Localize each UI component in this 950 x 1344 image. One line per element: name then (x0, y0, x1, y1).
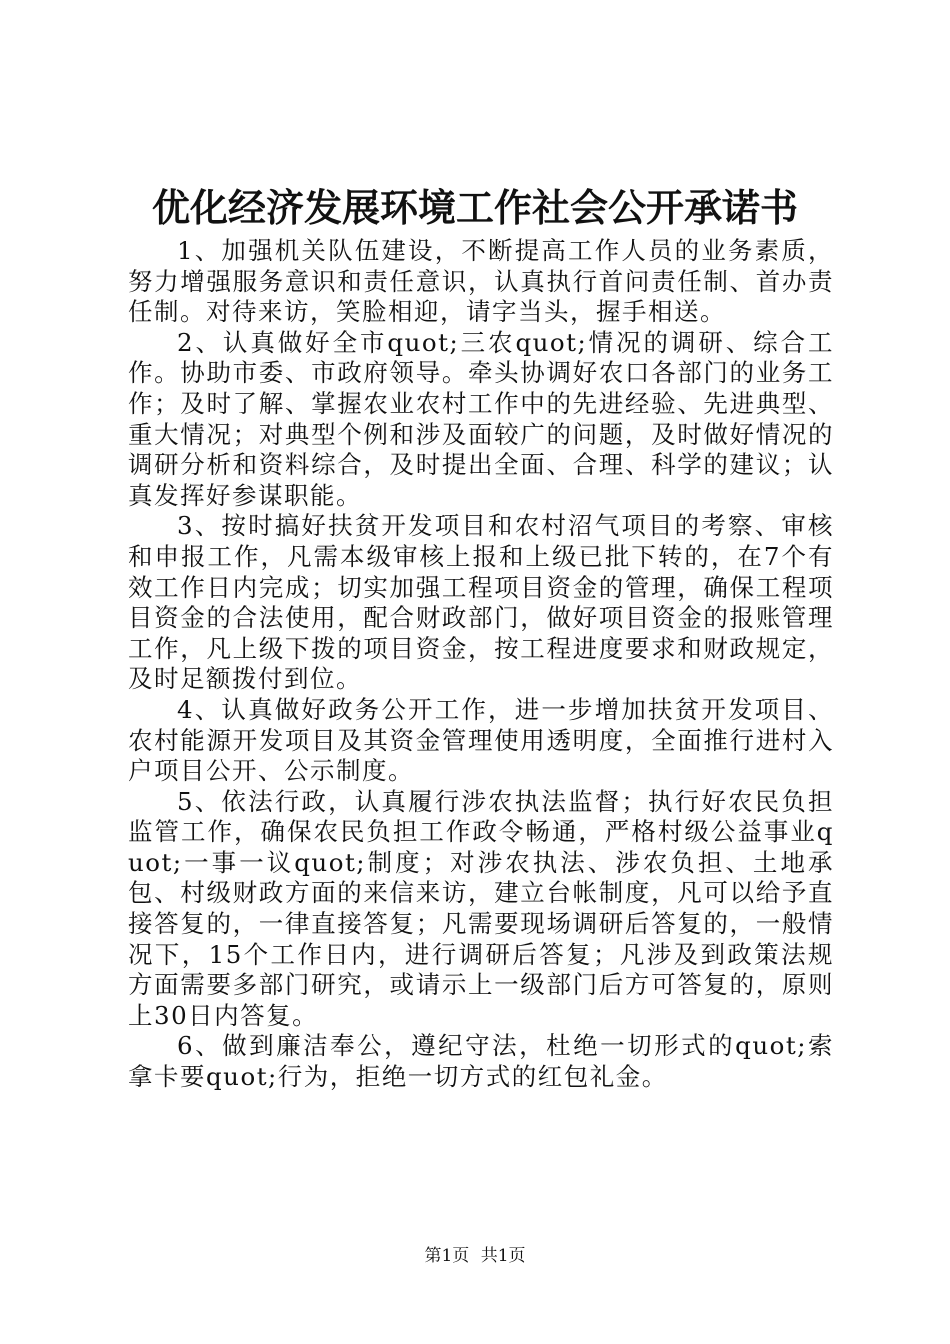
paragraph-3: 3、按时搞好扶贫开发项目和农村沼气项目的考察、审核和申报工作，凡需本级审核上报和上级已批下转的，在7个有效工作日内完成；切实加强工程项目资金的管理，确保工程项目资金的合法使用，配合财政部门，做好项目资金的报账管理工作，凡上级下拨的项目资金，按工程进度要求和财政规定，及时足额拨付到位。 (128, 511, 834, 694)
page-number: 第1页 (424, 1246, 470, 1266)
paragraph-4: 4、认真做好政务公开工作，进一步增加扶贫开发项目、农村能源开发项目及其资金管理使用透明度，全面推行进村入户项目公开、公示制度。 (128, 694, 834, 786)
paragraph-2: 2、认真做好全市quot;三农quot;情况的调研、综合工作。协助市委、市政府领导。牵头协调好农口各部门的业务工作；及时了解、掌握农业农村工作中的先进经验、先进典型、重大情况；对典型个例和涉及面较广的问题，及时做好情况的调研分析和资料综合，及时提出全面、合理、科学的建议；认真发挥好参谋职能。 (128, 327, 834, 510)
page-total: 共1页 (480, 1246, 526, 1266)
page-footer (0, 1244, 950, 1268)
paragraph-5: 5、依法行政，认真履行涉农执法监督；执行好农民负担监管工作，确保农民负担工作政令畅通，严格村级公益事业quot;一事一议quot;制度；对涉农执法、涉农负担、土地承包、村级财政方面的来信来访，建立台帐制度，凡可以给予直接答复的，一律直接答复；凡需要现场调研后答复的，一般情况下，15个工作日内，进行调研后答复；凡涉及到政策法规方面需要多部门研究，或请示上一级部门后方可答复的，原则上30日内答复。 (128, 786, 834, 1030)
paragraph-6: 6、做到廉洁奉公，遵纪守法，杜绝一切形式的quot;索拿卡要quot;行为，拒绝一切方式的红包礼金。 (128, 1031, 834, 1092)
paragraph-1: 1、加强机关队伍建设，不断提高工作人员的业务素质，努力增强服务意识和责任意识，认真执行首问责任制、首办责任制。对待来访，笑脸相迎，请字当头，握手相送。 (128, 236, 834, 327)
document-body (128, 236, 834, 1093)
document-title: 优化经济发展环境工作社会公开承诺书 (151, 185, 798, 230)
